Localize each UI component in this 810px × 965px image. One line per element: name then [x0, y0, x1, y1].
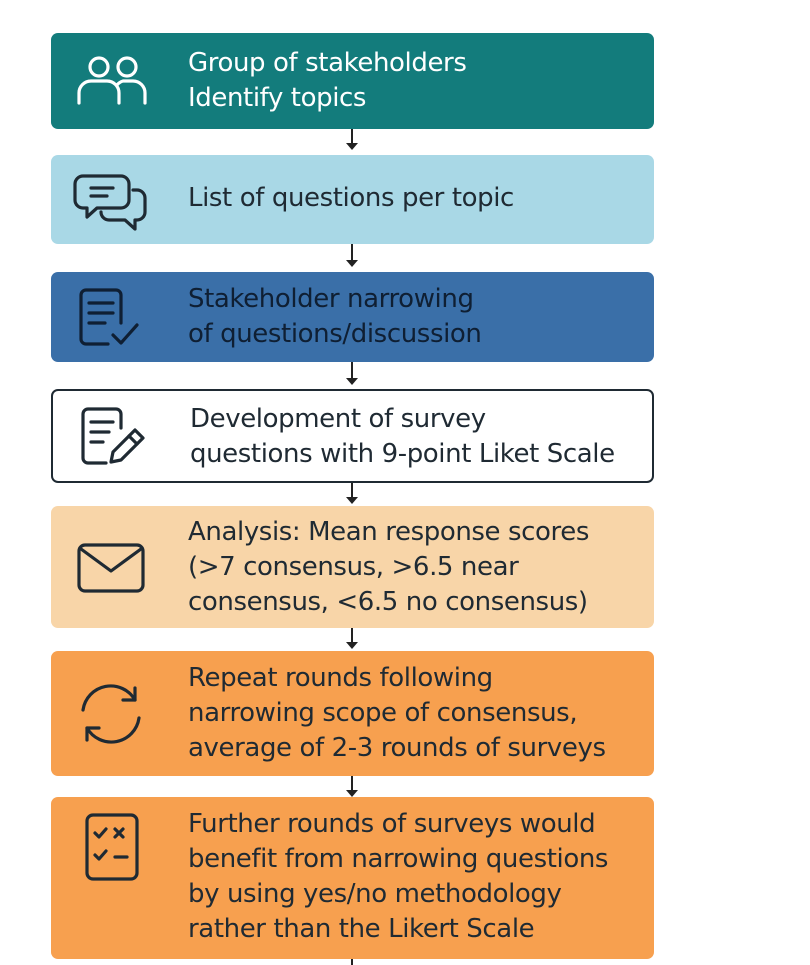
flow-arrow	[346, 483, 358, 505]
step-line: by using yes/no methodology	[188, 879, 562, 909]
step-line: average of 2-3 rounds of surveys	[188, 733, 606, 763]
step-text	[188, 807, 644, 947]
step-repeat-rounds	[51, 651, 654, 776]
step-text	[190, 402, 642, 472]
document-check-icon	[73, 279, 149, 355]
step-analysis	[51, 506, 654, 628]
flow-arrow	[346, 244, 358, 268]
people-icon	[73, 43, 149, 119]
flow-arrow	[346, 362, 358, 386]
checklist-icon	[73, 809, 149, 885]
step-line: Identify topics	[188, 83, 367, 113]
step-line: narrowing scope of consensus,	[188, 698, 578, 728]
step-text	[188, 46, 644, 116]
document-edit-icon	[75, 398, 151, 474]
step-line: Group of stakeholders	[188, 48, 467, 78]
refresh-cycle-icon	[73, 676, 149, 752]
step-line: Development of survey	[190, 404, 486, 434]
envelope-icon	[73, 529, 149, 605]
step-text	[188, 282, 644, 352]
flow-arrow	[346, 776, 358, 798]
step-line: consensus, <6.5 no consensus)	[188, 587, 588, 617]
step-stakeholder-narrowing	[51, 272, 654, 362]
step-text	[188, 515, 644, 620]
flow-arrow	[346, 959, 358, 965]
step-line: List of questions per topic	[188, 183, 514, 213]
step-line: Stakeholder narrowing	[188, 284, 474, 314]
step-line: (>7 consensus, >6.5 near	[188, 552, 519, 582]
step-text	[188, 181, 644, 216]
step-line: Further rounds of surveys would	[188, 809, 596, 839]
step-further-rounds	[51, 797, 654, 959]
step-line: Repeat rounds following	[188, 663, 493, 693]
step-line: of questions/discussion	[188, 319, 482, 349]
step-line: questions with 9-point Liket Scale	[190, 439, 615, 469]
step-line: benefit from narrowing questions	[188, 844, 609, 874]
step-line: rather than the Likert Scale	[188, 914, 535, 944]
step-text	[188, 661, 644, 766]
chat-bubbles-icon	[73, 162, 149, 238]
flow-arrow	[346, 628, 358, 650]
step-development-of-survey	[51, 389, 654, 483]
step-list-of-questions	[51, 155, 654, 244]
flow-arrow	[346, 129, 358, 151]
step-line: Analysis: Mean response scores	[188, 517, 590, 547]
step-group-of-stakeholders	[51, 33, 654, 129]
